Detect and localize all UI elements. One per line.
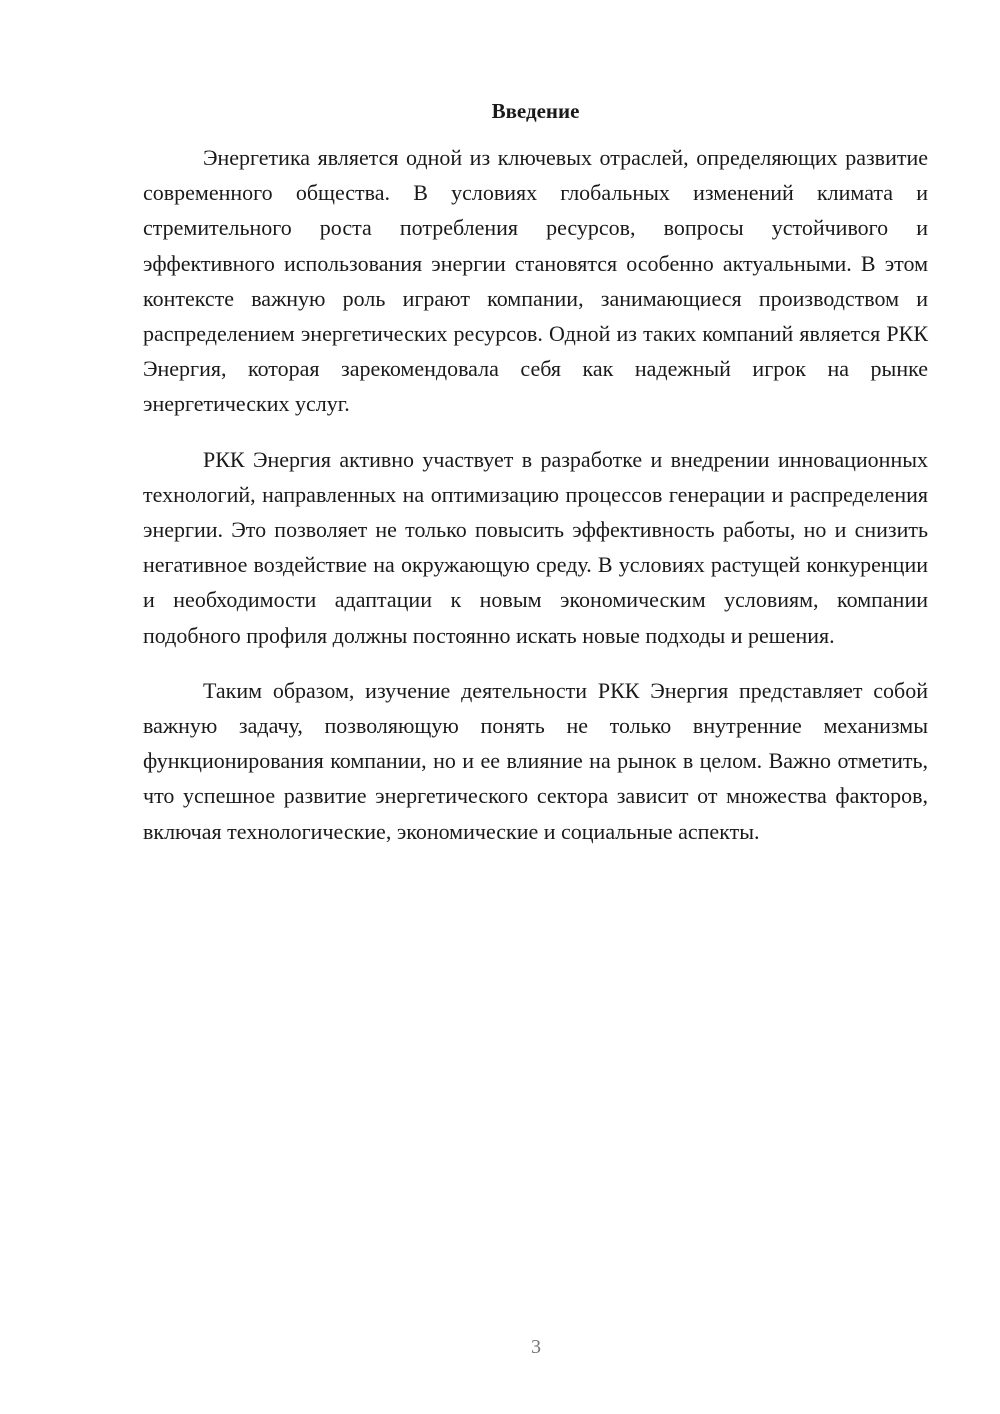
paragraph-3: Таким образом, изучение деятельности РКК Энергия представляет собой важную задачу, позволяющую понять не только внутренние механизмы функционирования компании, но и ее влияние на рынок в целом. Важно отметить, что успешное развитие энергетического сектора зависит от множества факторов, включая технологические, экономические и социальные аспекты. bbox=[143, 677, 928, 844]
page-number: 3 bbox=[531, 1336, 541, 1358]
section-heading: Введение bbox=[491, 99, 580, 123]
paragraph-2: РКК Энергия активно участвует в разработке и внедрении инновационных технологий, направленных на оптимизацию процессов генерации и распределения энергии. Это позволяет не только повысить эффективность работы, но и снизить негативное воздействие на окружающую среду. В условиях растущей конкуренции и необходимости адаптации к новым экономическим условиям, компании подобного профиля должны постоянно искать новые подходы и решения. bbox=[143, 446, 928, 648]
body-text bbox=[143, 140, 928, 869]
paragraph-1: Энергетика является одной из ключевых отраслей, определяющих развитие современного общества. В условиях глобальных изменений климата и стремительного роста потребления ресурсов, вопросы устойчивого и эффективного использования энергии становятся особенно актуальными. В этом контексте важную роль играют компании, занимающиеся производством и распределением энергетических ресурсов. Одной из таких компаний является РКК Энергия, которая зарекомендовала себя как надежный игрок на рынке энергетических услуг. bbox=[143, 145, 928, 417]
